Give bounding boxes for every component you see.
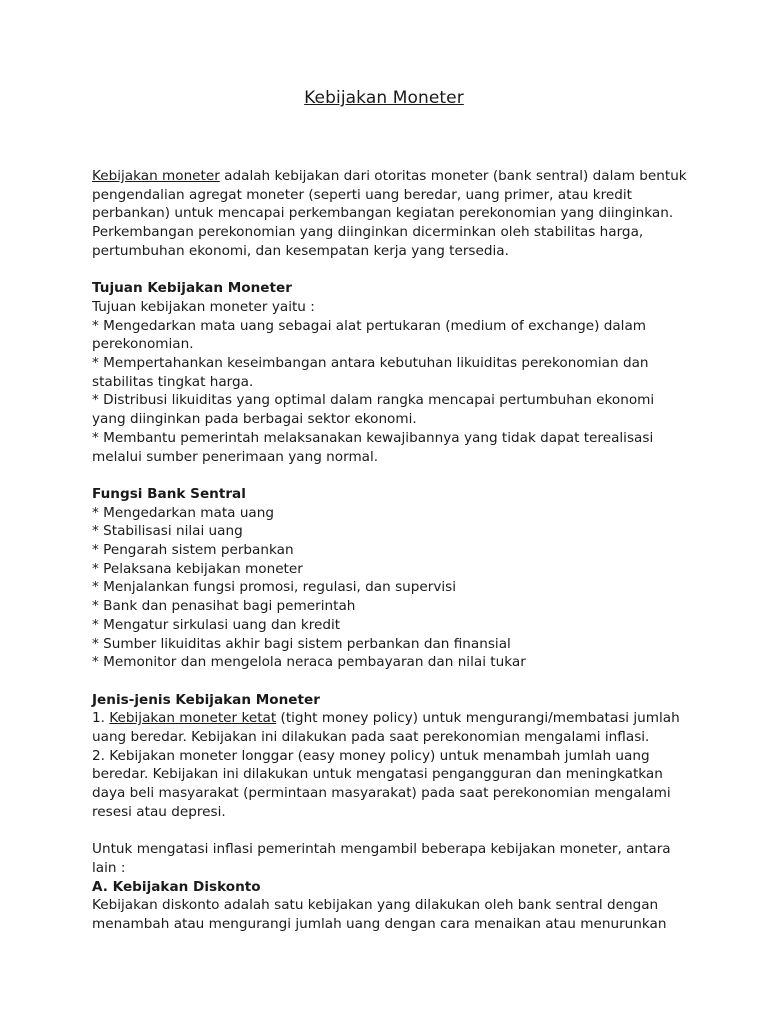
fungsi-heading: Fungsi Bank Sentral <box>92 485 246 502</box>
diskonto-text: Kebijakan diskonto adalah satu kebijakan yang dilakukan oleh bank sentral dengan menambah atau mengurangi jumlah uang dengan cara menaikan atau menurunkan <box>92 897 667 933</box>
tujuan-item: * Mempertahankan keseimbangan antara kebutuhan likuiditas perekonomian dan stabilitas tingkat harga. <box>92 355 649 390</box>
jenis-item-1 <box>92 709 692 746</box>
tujuan-item: * Mengedarkan mata uang sebagai alat pertukaran (medium of exchange) dalam perekonomian. <box>92 317 647 353</box>
jenis-item-1-prefix: 1. <box>92 710 110 727</box>
intro-term: Kebijakan moneter <box>92 168 220 184</box>
tujuan-lead: Tujuan kebijakan moneter yaitu : <box>92 298 315 315</box>
jenis-item-1-term: Kebijakan moneter ketat <box>109 710 277 727</box>
fungsi-item: * Pelaksana kebijakan moneter <box>92 560 303 577</box>
fungsi-item: * Bank dan penasihat bagi pemerintah <box>92 598 356 615</box>
fungsi-item: * Mengatur sirkulasi uang dan kredit <box>92 616 341 633</box>
jenis-item-2: 2. Kebijakan moneter longgar (easy money policy) untuk menambah jumlah uang beredar. Kebijakan ini dilakukan untuk mengatasi pengangguran dan meningkatkan daya beli masyarakat (permintaan masyarakat) pada saat perekonomian mengalami resesi atau depresi. <box>92 747 671 820</box>
intro-text: adalah kebijakan dari otoritas moneter (bank sentral) dalam bentuk pengendalian agregat moneter (seperti uang beredar, uang primer, atau kredit perbankan) untuk mencapai perkembangan kegiatan perekonomian yang diinginkan. Perkembangan perekonomian yang diinginkan dicerminkan oleh stabilitas harga, pertumbuhan ekonomi, dan kesempatan kerja yang tersedia. <box>92 168 687 259</box>
jenis-heading: Jenis-jenis Kebijakan Moneter <box>92 691 320 708</box>
inflasi-lead: Untuk mengatasi inflasi pemerintah mengambil beberapa kebijakan moneter, antara lain : <box>92 841 671 876</box>
diskonto-heading: A. Kebijakan Diskonto <box>92 878 261 895</box>
jenis-item-1-text: (tight money policy) untuk mengurangi/membatasi jumlah uang beredar. Kebijakan ini dilakukan pada saat perekonomian mengalami inflasi. <box>92 710 680 746</box>
tujuan-item: * Membantu pemerintah melaksanakan kewajibannya yang tidak dapat terealisasi melalui sumber penerimaan yang normal. <box>92 429 654 465</box>
fungsi-item: * Menjalankan fungsi promosi, regulasi, dan supervisi <box>92 579 457 596</box>
fungsi-item: * Stabilisasi nilai uang <box>92 523 243 540</box>
intro-paragraph <box>92 167 692 261</box>
fungsi-item: * Sumber likuiditas akhir bagi sistem perbankan dan finansial <box>92 635 511 652</box>
page-title: Kebijakan Moneter <box>304 88 464 108</box>
fungsi-item: * Memonitor dan mengelola neraca pembayaran dan nilai tukar <box>92 654 526 671</box>
fungsi-item: * Pengarah sistem perbankan <box>92 542 294 559</box>
fungsi-item: * Mengedarkan mata uang <box>92 504 275 521</box>
document-body <box>92 167 692 934</box>
tujuan-item: * Distribusi likuiditas yang optimal dalam rangka mencapai pertumbuhan ekonomi yang diinginkan pada berbagai sektor ekonomi. <box>92 392 655 428</box>
tujuan-heading: Tujuan Kebijakan Moneter <box>92 280 292 297</box>
